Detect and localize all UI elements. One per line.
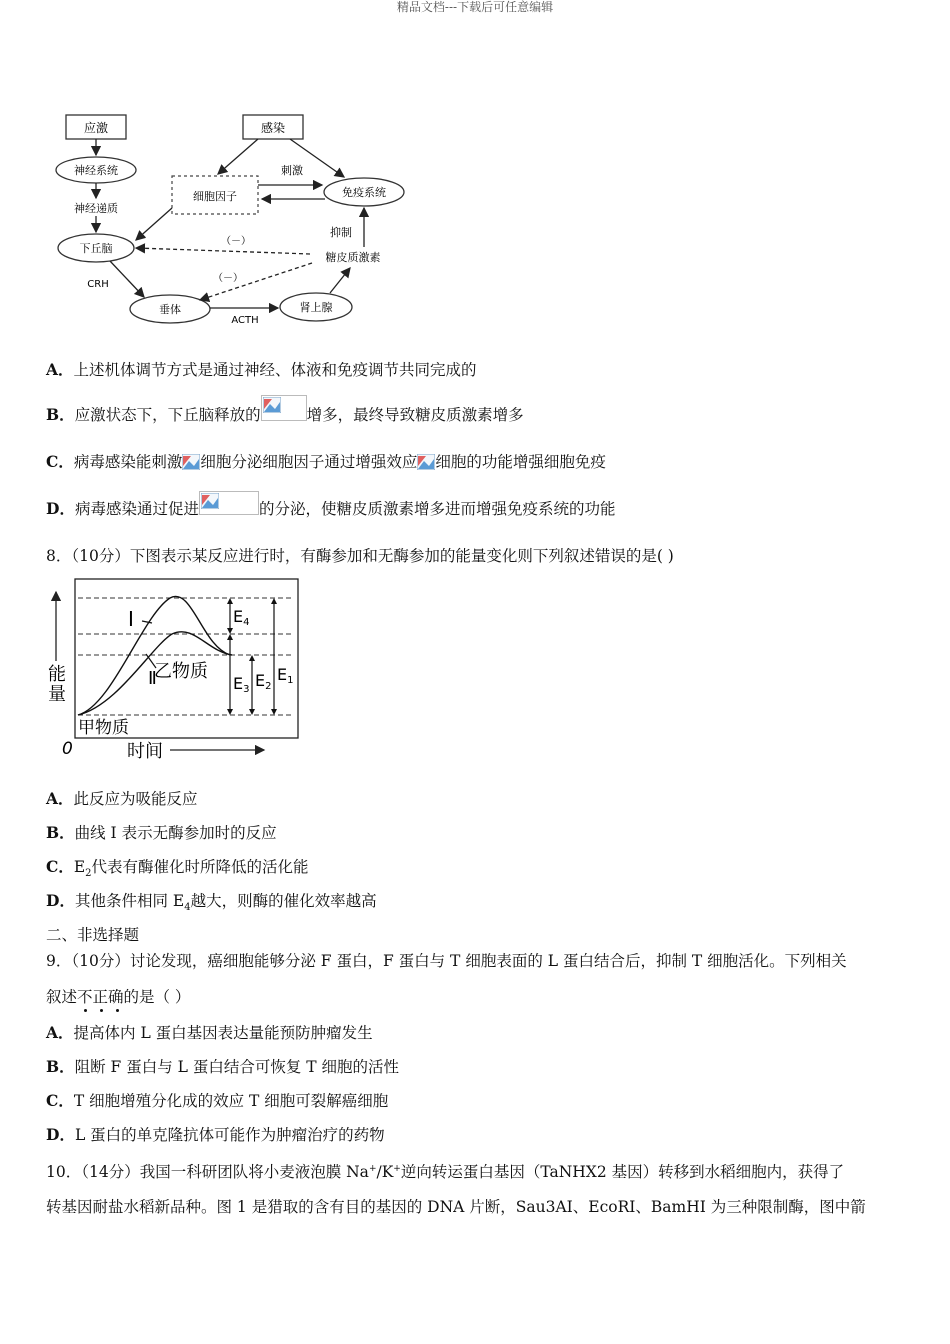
option-letter: A． [46, 789, 74, 808]
y-axis-label-1: 能 [48, 664, 66, 685]
option-text-part1: 病毒感染通过促进 [74, 500, 199, 518]
option-text: 阻断 F 蛋白与 L 蛋白结合可恢复 T 细胞的活性 [74, 1058, 400, 1076]
q8-option-a [46, 788, 198, 810]
option-text: 曲线 I 表示无酶参加时的反应 [74, 824, 277, 842]
e2-label: E2 [255, 671, 272, 692]
e3-label: E3 [233, 674, 250, 695]
option-text: 上述机体调节方式是通过神经、体液和免疫调节共同完成的 [73, 361, 477, 379]
broken-image-icon [417, 454, 435, 472]
q8-stem: 8．（10分）下图表示某反应进行时，有酶参加和无酶参加的能量变化则下列叙述错误的是( ) [46, 547, 674, 565]
adrenal-label: 肾上腺 [299, 301, 333, 314]
option-subscript: 2 [85, 868, 92, 880]
stimulate-label: 刺激 [281, 164, 303, 177]
superscript: + [393, 1164, 401, 1174]
option-letter: C． [46, 857, 74, 876]
option-e-symbol: E [73, 858, 86, 876]
option-text-part2: 增多，最终导致糖皮质激素增多 [306, 406, 524, 424]
q10-text-b: /K [376, 1163, 394, 1182]
option-text: 提高体内 L 蛋白基因表达量能预防肿瘤发生 [73, 1024, 373, 1042]
q7-option-b [46, 403, 524, 429]
product-label: 乙物质 [154, 661, 208, 682]
option-letter: A． [46, 1023, 74, 1042]
q9-option-c [46, 1090, 388, 1112]
negative-label-1: （－） [221, 236, 251, 247]
e4-label: E4 [233, 607, 250, 628]
q8-option-c [46, 856, 309, 885]
q8-option-b [46, 822, 277, 844]
emphasis-dot [84, 1009, 87, 1012]
infection-label: 感染 [260, 121, 286, 135]
option-text: 此反应为吸能反应 [73, 790, 198, 808]
broken-image-icon [182, 454, 200, 472]
inhibit-label: 抑制 [330, 226, 352, 239]
option-text-part1: 应激状态下，下丘脑释放的 [74, 406, 261, 424]
option-text: 越大，则酶的催化效率越高 [190, 892, 377, 910]
option-text-part3: 细胞的功能增强细胞免疫 [435, 453, 606, 471]
acth-label: ACTH [231, 315, 259, 326]
emphasis-dot [116, 1009, 119, 1012]
section-heading: 二、非选择题 [46, 926, 140, 944]
glucocorticoid-label: 糖皮质激素 [325, 251, 381, 264]
option-letter: B． [46, 823, 75, 842]
q9-option-a [46, 1022, 373, 1044]
q9-option-d [46, 1124, 385, 1146]
option-text: 代表有酶催化时所降低的活化能 [91, 858, 309, 876]
regulation-diagram [50, 108, 420, 330]
q9-option-b [46, 1056, 399, 1078]
option-letter: D． [46, 1125, 75, 1144]
q7-option-c [46, 451, 606, 473]
broken-image-icon [261, 395, 307, 421]
option-letter: B． [46, 1057, 75, 1076]
negative-label-2: （－） [213, 273, 243, 284]
option-letter: C． [46, 1091, 74, 1110]
crh-label: CRH [87, 279, 109, 290]
q10-text-a: 10．（14分）我国一科研团队将小麦液泡膜 Na [46, 1163, 369, 1182]
option-text-pre: 其他条件相同 E [74, 892, 185, 910]
option-text-part1: 病毒感染能刺激 [73, 453, 183, 471]
page-header: 精品文档---下载后可任意编辑 [396, 0, 554, 14]
q7-option-a [46, 359, 477, 381]
pituitary-label: 垂体 [159, 303, 181, 316]
option-text-part2: 细胞分泌细胞因子通过增强效应 [200, 453, 418, 471]
q9-stem-line1: 9．（10分）讨论发现，癌细胞能够分泌 F 蛋白，F 蛋白与 T 细胞表面的 L 蛋白结合后，抑制 T 细胞活化。下列相关 [46, 952, 847, 970]
q10-stem-line2: 转基因耐盐水稻新品种。图 1 是猎取的含有目的基因的 DNA 片断，Sau3AI、EcoRI、BamHI 为三种限制酶，图中箭 [46, 1198, 866, 1216]
cytokine-label: 细胞因子 [193, 190, 237, 203]
option-letter: B． [46, 405, 75, 424]
stress-label: 应激 [83, 121, 109, 135]
curve-two-label: Ⅱ [148, 668, 157, 689]
q10-text-c: 逆向转运蛋白基因（TaNHX2 基因）转移到水稻细胞内，获得了 [400, 1163, 845, 1182]
emphasis-dot [100, 1009, 103, 1012]
broken-image-icon [199, 491, 259, 515]
option-subscript: 4 [184, 902, 191, 914]
x-axis-label: 时间 [127, 741, 163, 762]
q9-stem-line2: 叙述不正确的是（ ） [46, 988, 191, 1006]
q10-stem-line1 [46, 1158, 844, 1183]
option-letter: D． [46, 891, 75, 910]
energy-graph [42, 576, 304, 766]
option-text: T 细胞增殖分化成的效应 T 细胞可裂解癌细胞 [73, 1092, 389, 1110]
immune-system-label: 免疫系统 [342, 186, 386, 199]
curve-one-label: I [128, 607, 134, 631]
hypothalamus-label: 下丘脑 [79, 242, 113, 255]
reactant-label: 甲物质 [78, 718, 129, 738]
y-axis-label-2: 量 [48, 684, 66, 705]
option-text-part2: 的分泌，使糖皮质激素增多进而增强免疫系统的功能 [258, 500, 616, 518]
superscript: + [368, 1164, 377, 1174]
e1-label: E1 [277, 665, 294, 686]
q8-option-d [46, 890, 377, 919]
option-text: L 蛋白的单克隆抗体可能作为肿瘤治疗的药物 [74, 1126, 385, 1144]
q7-option-d [46, 498, 615, 522]
option-letter: A． [46, 360, 74, 379]
origin-label: 0 [62, 739, 73, 759]
option-letter: D． [46, 499, 75, 518]
neurotransmitter-label: 神经递质 [74, 202, 118, 215]
option-letter: C． [46, 452, 74, 471]
nervous-system-label: 神经系统 [74, 164, 118, 177]
